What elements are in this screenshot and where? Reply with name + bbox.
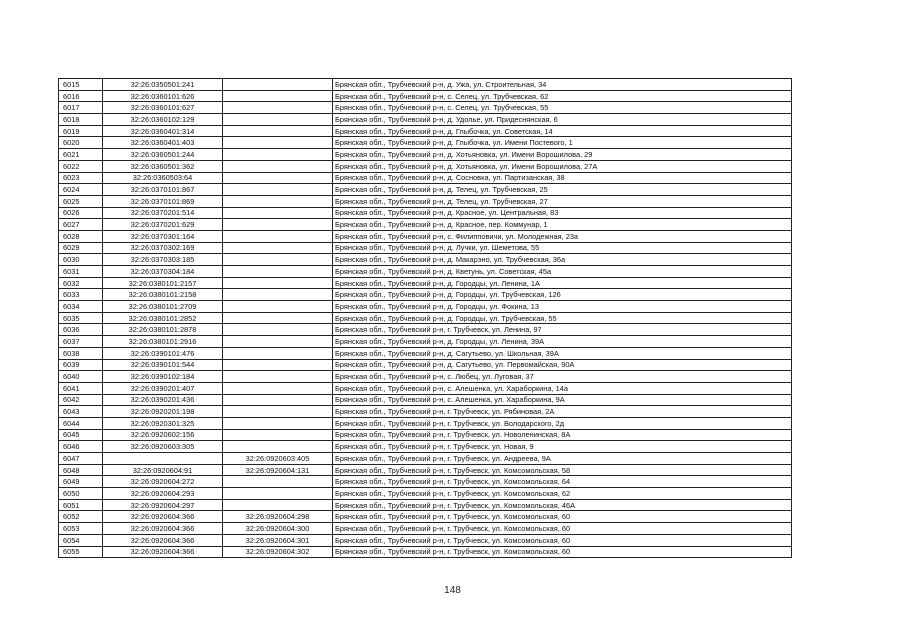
table-row xyxy=(59,382,792,394)
table-row xyxy=(59,207,792,219)
cadastral-number-cell: 32:26:0370101:867 xyxy=(103,184,223,196)
cadastral-number-cell: 32:26:0380101:2709 xyxy=(103,301,223,313)
address-cell: Брянская обл., Трубчевский р-н, д. Красное, ул. Центральная, 83 xyxy=(333,207,792,219)
address-cell: Брянская обл., Трубчевский р-н, г. Трубчевск, ул. Комсомольская, 60 xyxy=(333,511,792,523)
address-cell: Брянская обл., Трубчевский р-н, д. Городцы, ул. Ленина, 1А xyxy=(333,277,792,289)
cadastral-number-cell: 32:26:0360401:314 xyxy=(103,125,223,137)
cadastral-number-cell: 32:26:0920201:198 xyxy=(103,406,223,418)
address-cell: Брянская обл., Трубчевский р-н, г. Трубчевск, ул. Комсомольская, 60 xyxy=(333,546,792,558)
address-cell: Брянская обл., Трубчевский р-н, д. Городцы, ул. Трубчевская, 126 xyxy=(333,289,792,301)
address-cell: Брянская обл., Трубчевский р-н, д. Кветунь, ул. Советская, 45а xyxy=(333,266,792,278)
related-cadastral-number-cell xyxy=(223,488,333,500)
row-number-cell: 6027 xyxy=(59,219,103,231)
row-number-cell: 6055 xyxy=(59,546,103,558)
address-cell: Брянская обл., Трубчевский р-н, г. Трубчевск, ул. Комсомольская, 60 xyxy=(333,523,792,535)
cadastral-number-cell: 32:26:0370201:629 xyxy=(103,219,223,231)
cadastral-number-cell: 32:26:0920604:366 xyxy=(103,523,223,535)
row-number-cell: 6047 xyxy=(59,453,103,465)
cadastral-number-cell: 32:26:0370303:185 xyxy=(103,254,223,266)
table-row xyxy=(59,324,792,336)
address-cell: Брянская обл., Трубчевский р-н, г. Трубчевск, ул. Ленина, 97 xyxy=(333,324,792,336)
table-row xyxy=(59,371,792,383)
cadastral-number-cell: 32:26:0390102:184 xyxy=(103,371,223,383)
row-number-cell: 6046 xyxy=(59,441,103,453)
cadastral-number-cell: 32:26:0370304:184 xyxy=(103,266,223,278)
cadastral-number-cell: 32:26:0360503:64 xyxy=(103,172,223,184)
row-number-cell: 6049 xyxy=(59,476,103,488)
table-row xyxy=(59,114,792,126)
address-cell: Брянская обл., Трубчевский р-н, г. Трубчевск, ул. Рябиновая, 2А xyxy=(333,406,792,418)
row-number-cell: 6037 xyxy=(59,336,103,348)
cadastral-number-cell: 32:26:0390101:544 xyxy=(103,359,223,371)
cadastral-number-cell: 32:26:0380101:2852 xyxy=(103,312,223,324)
row-number-cell: 6050 xyxy=(59,488,103,500)
table-row xyxy=(59,172,792,184)
related-cadastral-number-cell xyxy=(223,102,333,114)
related-cadastral-number-cell xyxy=(223,324,333,336)
related-cadastral-number-cell xyxy=(223,347,333,359)
address-cell: Брянская обл., Трубчевский р-н, с. Алешенка, ул. Хараборкина, 14а xyxy=(333,382,792,394)
table-row xyxy=(59,453,792,465)
row-number-cell: 6024 xyxy=(59,184,103,196)
address-cell: Брянская обл., Трубчевский р-н, г. Трубчевск, ул. Новоленинская, 8А xyxy=(333,429,792,441)
table-row xyxy=(59,476,792,488)
address-cell: Брянская обл., Трубчевский р-н, д. Хотьяновка, ул. Имени Ворошилова, 27А xyxy=(333,160,792,172)
address-cell: Брянская обл., Трубчевский р-н, г. Трубчевск, ул. Новая, 9 xyxy=(333,441,792,453)
table-row xyxy=(59,499,792,511)
table-row xyxy=(59,359,792,371)
row-number-cell: 6034 xyxy=(59,301,103,313)
address-cell: Брянская обл., Трубчевский р-н, г. Трубчевск, ул. Комсомольская, 60 xyxy=(333,534,792,546)
table-row xyxy=(59,137,792,149)
related-cadastral-number-cell xyxy=(223,254,333,266)
cadastral-number-cell: 32:26:0350501:241 xyxy=(103,79,223,91)
table-row xyxy=(59,242,792,254)
registry-table xyxy=(58,78,792,558)
related-cadastral-number-cell xyxy=(223,207,333,219)
table-row xyxy=(59,406,792,418)
related-cadastral-number-cell xyxy=(223,394,333,406)
related-cadastral-number-cell xyxy=(223,417,333,429)
cadastral-number-cell: 32:26:0360501:244 xyxy=(103,149,223,161)
related-cadastral-number-cell xyxy=(223,499,333,511)
address-cell: Брянская обл., Трубчевский р-н, г. Трубчевск, ул. Комсомольская, 58 xyxy=(333,464,792,476)
address-cell: Брянская обл., Трубчевский р-н, г. Трубчевск, ул. Комсомольская, 46А xyxy=(333,499,792,511)
related-cadastral-number-cell xyxy=(223,382,333,394)
row-number-cell: 6032 xyxy=(59,277,103,289)
related-cadastral-number-cell: 32:26:0920604:302 xyxy=(223,546,333,558)
address-cell: Брянская обл., Трубчевский р-н, д. Хотьяновка, ул. Имени Ворошилова, 29 xyxy=(333,149,792,161)
address-cell: Брянская обл., Трубчевский р-н, с. Селец, ул. Трубчевская, 55 xyxy=(333,102,792,114)
related-cadastral-number-cell xyxy=(223,184,333,196)
address-cell: Брянская обл., Трубчевский р-н, с. Алешенка, ул. Хараборкина, 9А xyxy=(333,394,792,406)
row-number-cell: 6030 xyxy=(59,254,103,266)
address-cell: Брянская обл., Трубчевский р-н, д. Сагутьево, ул. Первомайская, 90А xyxy=(333,359,792,371)
cadastral-number-cell: 32:26:0920603:305 xyxy=(103,441,223,453)
row-number-cell: 6029 xyxy=(59,242,103,254)
cadastral-number-cell xyxy=(103,453,223,465)
cadastral-number-cell: 32:26:0380101:2916 xyxy=(103,336,223,348)
related-cadastral-number-cell xyxy=(223,289,333,301)
row-number-cell: 6042 xyxy=(59,394,103,406)
table-row xyxy=(59,534,792,546)
row-number-cell: 6051 xyxy=(59,499,103,511)
address-cell: Брянская обл., Трубчевский р-н, д. Красное, пер. Коммунар, 1 xyxy=(333,219,792,231)
cadastral-number-cell: 32:26:0360101:627 xyxy=(103,102,223,114)
table-row xyxy=(59,254,792,266)
cadastral-number-cell: 32:26:0390101:476 xyxy=(103,347,223,359)
cadastral-number-cell: 32:26:0370301:164 xyxy=(103,230,223,242)
table-row xyxy=(59,277,792,289)
table-row xyxy=(59,429,792,441)
cadastral-number-cell: 32:26:0920604:366 xyxy=(103,534,223,546)
cadastral-number-cell: 32:26:0920604:297 xyxy=(103,499,223,511)
related-cadastral-number-cell xyxy=(223,149,333,161)
related-cadastral-number-cell xyxy=(223,301,333,313)
row-number-cell: 6017 xyxy=(59,102,103,114)
table-row xyxy=(59,464,792,476)
row-number-cell: 6054 xyxy=(59,534,103,546)
table-row xyxy=(59,301,792,313)
related-cadastral-number-cell xyxy=(223,114,333,126)
table-row xyxy=(59,149,792,161)
table-row xyxy=(59,184,792,196)
related-cadastral-number-cell xyxy=(223,195,333,207)
address-cell: Брянская обл., Трубчевский р-н, д. Удолье, ул. Придеснянская, 6 xyxy=(333,114,792,126)
cadastral-number-cell: 32:26:0920604:366 xyxy=(103,511,223,523)
address-cell: Брянская обл., Трубчевский р-н, д. Городцы, ул. Ленина, 39А xyxy=(333,336,792,348)
address-cell: Брянская обл., Трубчевский р-н, д. Макарэно, ул. Трубчевская, 36а xyxy=(333,254,792,266)
cadastral-number-cell: 32:26:0370302:169 xyxy=(103,242,223,254)
related-cadastral-number-cell xyxy=(223,336,333,348)
table-row xyxy=(59,523,792,535)
related-cadastral-number-cell xyxy=(223,172,333,184)
cadastral-number-cell: 32:26:0920602:156 xyxy=(103,429,223,441)
row-number-cell: 6036 xyxy=(59,324,103,336)
row-number-cell: 6026 xyxy=(59,207,103,219)
address-cell: Брянская обл., Трубчевский р-н, д. Ужа, ул. Строительная, 34 xyxy=(333,79,792,91)
address-cell: Брянская обл., Трубчевский р-н, с. Филипповичи, ул. Молодежная, 23а xyxy=(333,230,792,242)
page-number: 148 xyxy=(444,585,461,596)
table-row xyxy=(59,90,792,102)
table-row xyxy=(59,488,792,500)
cadastral-number-cell: 32:26:0380101:2158 xyxy=(103,289,223,301)
row-number-cell: 6043 xyxy=(59,406,103,418)
row-number-cell: 6019 xyxy=(59,125,103,137)
cadastral-number-cell: 32:26:0920604:366 xyxy=(103,546,223,558)
table-row xyxy=(59,394,792,406)
cadastral-number-cell: 32:26:0360102:129 xyxy=(103,114,223,126)
row-number-cell: 6020 xyxy=(59,137,103,149)
related-cadastral-number-cell: 32:26:0920604:300 xyxy=(223,523,333,535)
related-cadastral-number-cell xyxy=(223,125,333,137)
related-cadastral-number-cell xyxy=(223,406,333,418)
address-cell: Брянская обл., Трубчевский р-н, г. Трубчевск, ул. Володарского, 2д xyxy=(333,417,792,429)
table-row xyxy=(59,417,792,429)
related-cadastral-number-cell: 32:26:0920603:405 xyxy=(223,453,333,465)
related-cadastral-number-cell xyxy=(223,476,333,488)
cadastral-number-cell: 32:26:0370201:514 xyxy=(103,207,223,219)
address-cell: Брянская обл., Трубчевский р-н, д. Телец, ул. Трубчевская, 27 xyxy=(333,195,792,207)
table-row xyxy=(59,336,792,348)
row-number-cell: 6045 xyxy=(59,429,103,441)
cadastral-number-cell: 32:26:0360501:362 xyxy=(103,160,223,172)
address-cell: Брянская обл., Трубчевский р-н, г. Трубчевск, ул. Андреева, 9А xyxy=(333,453,792,465)
row-number-cell: 6040 xyxy=(59,371,103,383)
address-cell: Брянская обл., Трубчевский р-н, д. Городцы, ул. Трубчевская, 55 xyxy=(333,312,792,324)
row-number-cell: 6022 xyxy=(59,160,103,172)
table-row xyxy=(59,160,792,172)
row-number-cell: 6025 xyxy=(59,195,103,207)
row-number-cell: 6028 xyxy=(59,230,103,242)
address-cell: Брянская обл., Трубчевский р-н, д. Телец, ул. Трубчевская, 25 xyxy=(333,184,792,196)
table-row xyxy=(59,511,792,523)
related-cadastral-number-cell xyxy=(223,137,333,149)
row-number-cell: 6021 xyxy=(59,149,103,161)
cadastral-number-cell: 32:26:0920301:325 xyxy=(103,417,223,429)
table-row xyxy=(59,79,792,91)
related-cadastral-number-cell xyxy=(223,90,333,102)
cadastral-number-cell: 32:26:0380101:2157 xyxy=(103,277,223,289)
cadastral-number-cell: 32:26:0920604:272 xyxy=(103,476,223,488)
row-number-cell: 6053 xyxy=(59,523,103,535)
related-cadastral-number-cell xyxy=(223,266,333,278)
related-cadastral-number-cell xyxy=(223,242,333,254)
cadastral-number-cell: 32:26:0360101:626 xyxy=(103,90,223,102)
address-cell: Брянская обл., Трубчевский р-н, д. Глыбочка, ул. Советская, 14 xyxy=(333,125,792,137)
cadastral-number-cell: 32:26:0370101:869 xyxy=(103,195,223,207)
table-row xyxy=(59,289,792,301)
row-number-cell: 6033 xyxy=(59,289,103,301)
related-cadastral-number-cell xyxy=(223,79,333,91)
table-row xyxy=(59,312,792,324)
row-number-cell: 6018 xyxy=(59,114,103,126)
related-cadastral-number-cell xyxy=(223,230,333,242)
address-cell: Брянская обл., Трубчевский р-н, с. Любец, ул. Луговая, 37 xyxy=(333,371,792,383)
table-row xyxy=(59,195,792,207)
row-number-cell: 6035 xyxy=(59,312,103,324)
table-row xyxy=(59,125,792,137)
related-cadastral-number-cell xyxy=(223,371,333,383)
row-number-cell: 6041 xyxy=(59,382,103,394)
row-number-cell: 6039 xyxy=(59,359,103,371)
related-cadastral-number-cell xyxy=(223,219,333,231)
related-cadastral-number-cell xyxy=(223,441,333,453)
address-cell: Брянская обл., Трубчевский р-н, г. Трубчевск, ул. Комсомольская, 64 xyxy=(333,476,792,488)
cadastral-number-cell: 32:26:0920604:293 xyxy=(103,488,223,500)
address-cell: Брянская обл., Трубчевский р-н, с. Селец, ул. Трубчевская, 62 xyxy=(333,90,792,102)
row-number-cell: 6023 xyxy=(59,172,103,184)
table-row xyxy=(59,347,792,359)
cadastral-number-cell: 32:26:0920604:91 xyxy=(103,464,223,476)
table-row xyxy=(59,266,792,278)
related-cadastral-number-cell xyxy=(223,160,333,172)
row-number-cell: 6015 xyxy=(59,79,103,91)
table-row xyxy=(59,102,792,114)
related-cadastral-number-cell xyxy=(223,359,333,371)
row-number-cell: 6031 xyxy=(59,266,103,278)
cadastral-number-cell: 32:26:0360401:403 xyxy=(103,137,223,149)
row-number-cell: 6052 xyxy=(59,511,103,523)
address-cell: Брянская обл., Трубчевский р-н, д. Городцы, ул. Фокина, 13 xyxy=(333,301,792,313)
row-number-cell: 6016 xyxy=(59,90,103,102)
address-cell: Брянская обл., Трубчевский р-н, д. Лучки, ул. Шеметова, 55 xyxy=(333,242,792,254)
related-cadastral-number-cell: 32:26:0920604:301 xyxy=(223,534,333,546)
cadastral-number-cell: 32:26:0390201:436 xyxy=(103,394,223,406)
address-cell: Брянская обл., Трубчевский р-н, д. Сосновка, ул. Партизанская, 38 xyxy=(333,172,792,184)
related-cadastral-number-cell xyxy=(223,429,333,441)
address-cell: Брянская обл., Трубчевский р-н, г. Трубчевск, ул. Комсомольская, 62 xyxy=(333,488,792,500)
table-row xyxy=(59,230,792,242)
related-cadastral-number-cell xyxy=(223,277,333,289)
row-number-cell: 6038 xyxy=(59,347,103,359)
cadastral-number-cell: 32:26:0380101:2878 xyxy=(103,324,223,336)
row-number-cell: 6044 xyxy=(59,417,103,429)
related-cadastral-number-cell: 32:26:0920604:298 xyxy=(223,511,333,523)
row-number-cell: 6048 xyxy=(59,464,103,476)
address-cell: Брянская обл., Трубчевский р-н, д. Сагутьево, ул. Школьная, 39А xyxy=(333,347,792,359)
table-row xyxy=(59,219,792,231)
table-row xyxy=(59,441,792,453)
related-cadastral-number-cell: 32:26:0920604:131 xyxy=(223,464,333,476)
table-row xyxy=(59,546,792,558)
related-cadastral-number-cell xyxy=(223,312,333,324)
registry-table-body xyxy=(59,79,792,558)
cadastral-number-cell: 32:26:0390201:407 xyxy=(103,382,223,394)
address-cell: Брянская обл., Трубчевский р-н, д. Глыбочка, ул. Имени Постевого, 1 xyxy=(333,137,792,149)
